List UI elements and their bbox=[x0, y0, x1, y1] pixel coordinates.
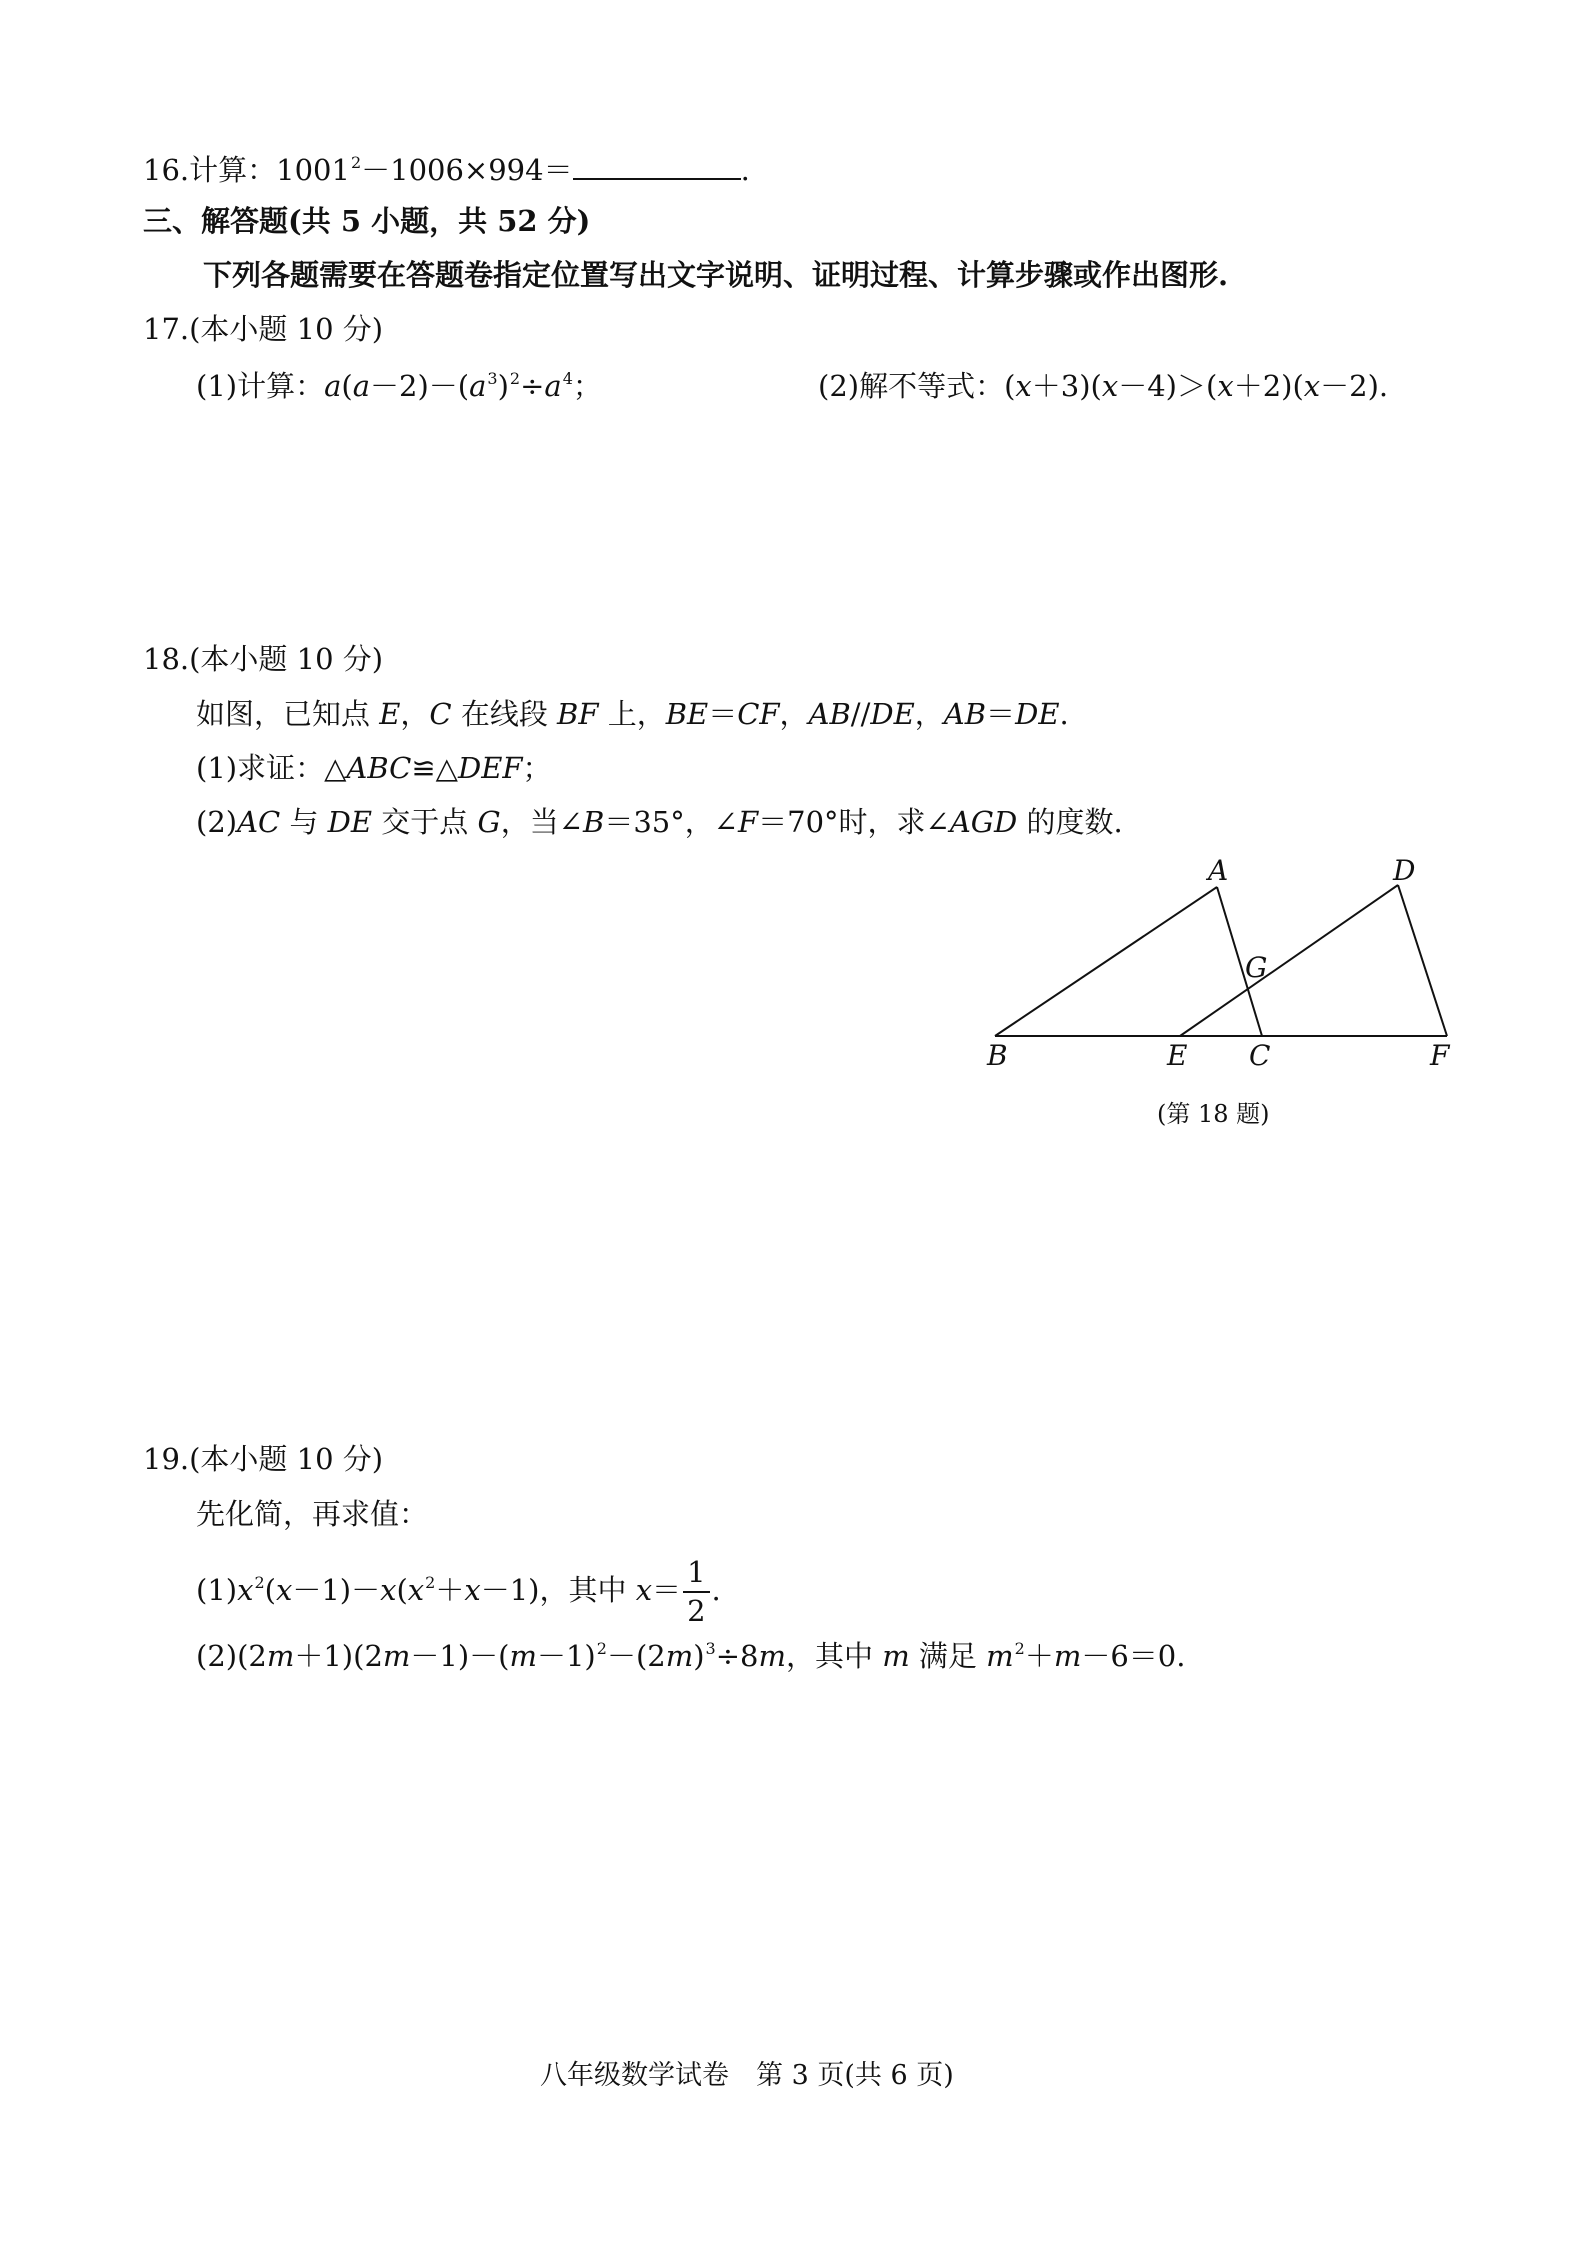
q17-part1-label: (1)计算： bbox=[196, 369, 325, 403]
q18-given: 如图，已知点 E，C 在线段 BF 上，BE＝CF，AB//DE，AB＝DE. bbox=[196, 697, 1069, 731]
segment-ed bbox=[1180, 885, 1398, 1036]
q19-part1-mid: ，其中 bbox=[539, 1573, 636, 1607]
q17-part2-label: (2)解不等式： bbox=[818, 369, 1005, 403]
label-a: A bbox=[1208, 854, 1229, 887]
q17-part1: (1)计算：$a(a-2)-(a^3)^2\div a^4$； bbox=[196, 369, 602, 403]
page-footer: 八年级数学试卷 第 3 页(共 6 页) bbox=[540, 2060, 954, 2091]
q18-part2: (2)AC 与 DE 交于点 G，当∠B＝35°，∠F＝70°时，求∠AGD 的度数. bbox=[196, 805, 1123, 839]
q18-part2-b: 与 bbox=[280, 805, 328, 839]
q19-header: 19.(本小题 10 分) bbox=[143, 1442, 384, 1476]
q18-part2-a: (2) bbox=[196, 805, 238, 839]
q19-part1: $(1)x^2(x-1)-x(x^2+x-1)$，其中 x＝ $\frac{1}{2}$ . bbox=[196, 1555, 721, 1628]
q16-period: . bbox=[740, 153, 750, 187]
q18-part2-f: ＝70°时，求∠ bbox=[758, 805, 950, 839]
q18-part1: (1)求证：△ABC≌△DEF； bbox=[196, 751, 552, 785]
q16-line bbox=[143, 152, 750, 185]
label-g: G bbox=[1245, 951, 1268, 984]
q19-fraction bbox=[683, 1555, 709, 1628]
q16-number: 16. bbox=[143, 153, 190, 187]
q18-part2-e: ＝35°，∠ bbox=[604, 805, 739, 839]
label-b: B bbox=[987, 1039, 1008, 1072]
q17-part2: (2)解不等式：(x＋3)(x－4)＞(x＋2)(x－2). bbox=[818, 369, 1389, 403]
label-c: C bbox=[1249, 1039, 1271, 1072]
fraction-denominator: 2 bbox=[687, 1594, 706, 1628]
q18-given-c: 上， bbox=[598, 697, 666, 731]
q19-part2-mid: ，其中 bbox=[785, 1639, 883, 1673]
q18-header: 18.(本小题 10 分) bbox=[143, 642, 384, 676]
segment-df bbox=[1398, 885, 1447, 1036]
label-e: E bbox=[1167, 1039, 1188, 1072]
q19-part2: $(2)(2m+1)(2m-1)-(m-1)^2-(2m)^3\div 8m$，其中 m 满足 $m^2+m-6=0$. bbox=[196, 1639, 1186, 1673]
section3-instruction: 下列各题需要在答题卷指定位置写出文字说明、证明过程、计算步骤或作出图形. bbox=[203, 258, 1229, 292]
q18-figure bbox=[980, 852, 1460, 1092]
q19-part1-pre: (1) bbox=[196, 1573, 238, 1607]
fraction-numerator: 1 bbox=[683, 1558, 709, 1593]
q18-part2-d: ，当∠ bbox=[500, 805, 584, 839]
q18-part1-b: ≌△ bbox=[411, 751, 458, 785]
q19-part2-pre: (2) bbox=[196, 1639, 238, 1673]
q18-part2-c: 交于点 bbox=[372, 805, 478, 839]
q18-given-b: 在线段 bbox=[451, 697, 558, 731]
q16-sup: 2 bbox=[350, 153, 362, 172]
q19-intro: 先化简，再求值： bbox=[196, 1497, 429, 1531]
section3-title: 三、解答题(共 5 小题，共 52 分) bbox=[143, 204, 591, 238]
q17-header: 17.(本小题 10 分) bbox=[143, 312, 384, 346]
q19-part2-sat: 满足 bbox=[909, 1639, 987, 1673]
q18-part1-a: (1)求证：△ bbox=[196, 751, 347, 785]
q16-text: 计算：1001 bbox=[189, 153, 350, 187]
q16-answer-blank[interactable] bbox=[573, 152, 741, 180]
q18-given-a: 如图，已知点 bbox=[196, 697, 380, 731]
q16-rest: －1006×994＝ bbox=[361, 153, 573, 187]
q18-caption: (第 18 题) bbox=[1157, 1100, 1270, 1128]
q18-part2-g: 的度数. bbox=[1017, 805, 1123, 839]
label-f: F bbox=[1430, 1039, 1450, 1072]
segment-ab bbox=[995, 887, 1217, 1036]
label-d: D bbox=[1393, 854, 1416, 887]
